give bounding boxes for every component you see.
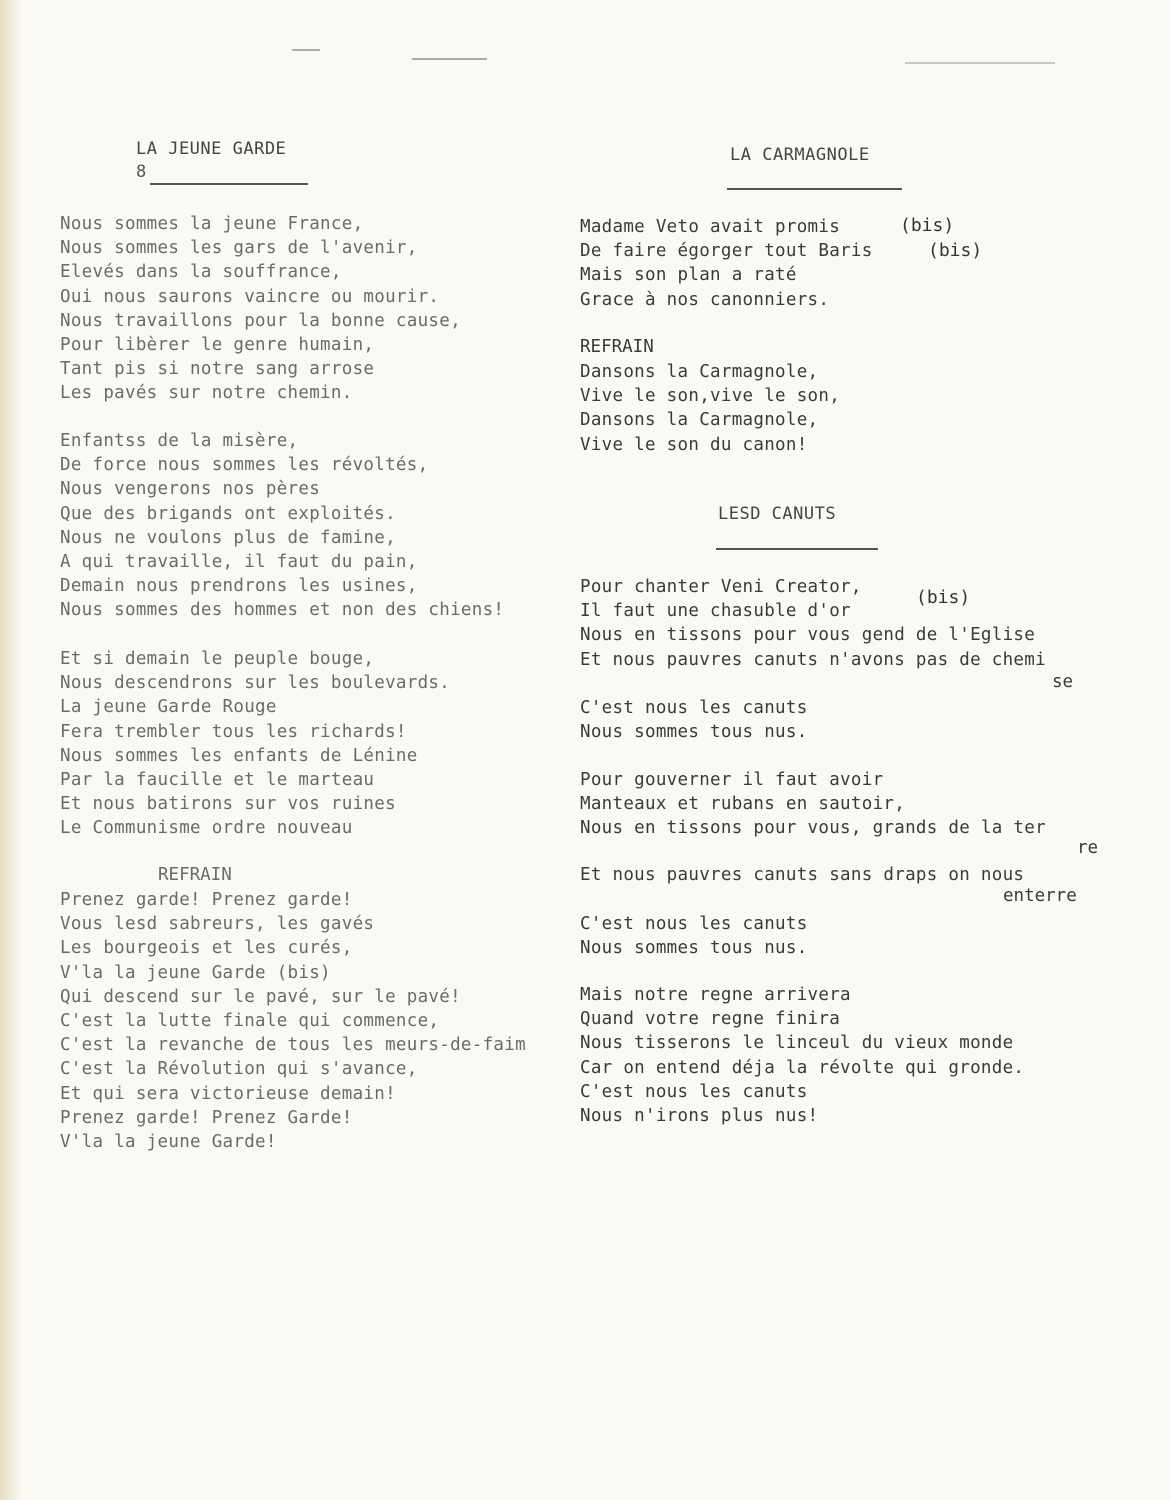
lyric-line: Nous sommes tous nus.: [580, 722, 808, 743]
song-title-jeune-garde: LA JEUNE GARDE: [136, 139, 287, 159]
lyric-line: C'est la revanche de tous les meurs-de-faim: [60, 1035, 526, 1056]
lyric-line: Enfantss de la misère,: [60, 431, 299, 451]
lyric-line: V'la la jeune Garde!: [60, 1131, 277, 1152]
canuts-verse-2: [580, 768, 1046, 841]
refrain-label: REFRAIN: [158, 865, 232, 885]
lyric-line: Pour gouverner il faut avoir: [580, 770, 884, 790]
song-title-carmagnole: LA CARMAGNOLE: [730, 145, 870, 165]
lyric-line: C'est la Révolution qui s'avance,: [60, 1059, 418, 1080]
lyric-line: Nous sommes les gars de l'avenir,: [60, 238, 418, 259]
lyric-line: Nous sommes tous nus.: [580, 938, 808, 959]
canuts-verse-3: [580, 983, 1024, 1128]
jeune-garde-stanza-2: [60, 429, 504, 623]
lyric-line: C'est nous les canuts: [580, 698, 808, 718]
lyric-line: Prenez garde! Prenez Garde!: [60, 1107, 353, 1128]
lyric-line: Et nous batirons sur vos ruines: [60, 794, 396, 815]
lyric-line: Madame Veto avait promis: [580, 217, 841, 237]
lyric-line: Nous en tissons pour vous gend de l'Eglise: [580, 625, 1036, 646]
carmagnole-refrain-label: [580, 335, 654, 359]
lyric-line: Nous sommes la jeune France,: [60, 214, 364, 234]
lyric-line: Et nous pauvres canuts n'avons pas de chemi: [580, 649, 1046, 670]
paper-edge-stain: [0, 0, 22, 1500]
lyric-line: Mais son plan a raté: [580, 265, 797, 286]
title-underline: [150, 183, 308, 185]
lyric-line: Tant pis si notre sang arrose: [60, 359, 375, 380]
lyric-line: Le Communisme ordre nouveau: [60, 818, 353, 839]
lyric-line: V'la la jeune Garde (bis): [60, 962, 331, 983]
lyric-line: Vous lesd sabreurs, les gavés: [60, 914, 375, 935]
lyric-line: Demain nous prendrons les usines,: [60, 576, 418, 597]
lyric-line: Nous vengerons nos pères: [60, 479, 321, 500]
lyric-line: Que des brigands ont exploités.: [60, 503, 396, 524]
canuts-verse-2b: [580, 863, 1024, 887]
lyric-line: Il faut une chasuble d'or: [580, 601, 851, 622]
canuts-chorus-1: [580, 696, 808, 744]
song-title-canuts: LESD CANUTS: [718, 504, 837, 524]
lyric-line: Nous descendrons sur les boulevards.: [60, 673, 451, 694]
jeune-garde-refrain: [60, 888, 526, 1154]
lyric-line: Et nous pauvres canuts sans draps on nous: [580, 865, 1025, 885]
lyric-line: Nous sommes des hommes et non des chiens!: [60, 600, 505, 621]
title-underline: [727, 188, 902, 190]
canuts-chorus-2: [580, 912, 808, 960]
lyric-line: Fera trembler tous les richards!: [60, 721, 407, 742]
lyric-line: Manteaux et rubans en sautoir,: [580, 794, 906, 815]
lyric-line: Nous sommes les enfants de Lénine: [60, 745, 418, 766]
lyric-line: Nous ne voulons plus de famine,: [60, 527, 396, 548]
jeune-garde-refrain-label: [158, 863, 232, 887]
lyric-line: A qui travaille, il faut du pain,: [60, 551, 418, 572]
lyric-line: La jeune Garde Rouge: [60, 697, 277, 718]
carmagnole-verse: [580, 215, 873, 312]
lyric-line: Et si demain le peuple bouge,: [60, 649, 375, 669]
ink-smudge: [292, 49, 320, 51]
ink-smudge: [905, 62, 1055, 64]
bis-marker: (bis): [928, 240, 983, 261]
refrain-label: REFRAIN: [580, 337, 654, 357]
lyric-line: Par la faucille et le marteau: [60, 769, 375, 790]
lyric-line: De force nous sommes les révoltés,: [60, 455, 429, 476]
bis-marker: (bis): [900, 215, 955, 236]
lyric-line: Vive le son,vive le son,: [580, 386, 841, 407]
lyric-line: Nous travaillons pour la bonne cause,: [60, 310, 461, 331]
lyric-line: Nous tisserons le linceul du vieux monde: [580, 1033, 1014, 1054]
lyric-line: Les bourgeois et les curés,: [60, 938, 353, 959]
lyric-line: Et qui sera victorieuse demain!: [60, 1083, 396, 1104]
wrapped-syllable: enterre: [1003, 886, 1077, 906]
title-underline: [716, 548, 878, 550]
lyric-line: Pour chanter Veni Creator,: [580, 577, 862, 597]
lyric-line: Qui descend sur le pavé, sur le pavé!: [60, 986, 461, 1007]
ink-smudge: [412, 58, 487, 60]
jeune-garde-stanza-1: [60, 212, 461, 406]
lyric-line: De faire égorger tout Baris: [580, 241, 873, 262]
jeune-garde-stanza-3: [60, 647, 450, 841]
lyric-line: Prenez garde! Prenez garde!: [60, 890, 353, 910]
lyric-line: Elevés dans la souffrance,: [60, 262, 342, 283]
wrapped-syllable: se: [1052, 672, 1074, 692]
lyric-line: Dansons la Carmagnole,: [580, 410, 819, 431]
carmagnole-refrain: [580, 360, 840, 457]
canuts-verse-1: [580, 575, 1046, 672]
lyric-line: Grace à nos canonniers.: [580, 289, 830, 310]
page-number: 8: [136, 162, 147, 182]
lyric-line: Les pavés sur notre chemin.: [60, 383, 353, 404]
lyric-line: Nous en tissons pour vous, grands de la ter: [580, 818, 1046, 839]
lyric-line: C'est nous les canuts: [580, 914, 808, 934]
lyric-line: Dansons la Carmagnole,: [580, 362, 819, 382]
lyric-line: Pour libèrer le genre humain,: [60, 334, 375, 355]
lyric-line: Vive le son du canon!: [580, 434, 808, 455]
lyric-line: Nous n'irons plus nus!: [580, 1105, 819, 1126]
lyric-line: Quand votre regne finira: [580, 1009, 841, 1030]
lyric-line: Oui nous saurons vaincre ou mourir.: [60, 286, 440, 307]
lyric-line: C'est la lutte finale qui commence,: [60, 1010, 440, 1031]
bis-marker: (bis): [916, 587, 971, 608]
lyric-line: C'est nous les canuts: [580, 1081, 808, 1102]
lyric-line: Car on entend déja la révolte qui gronde.: [580, 1057, 1025, 1078]
wrapped-syllable: re: [1077, 838, 1099, 858]
lyric-line: Mais notre regne arrivera: [580, 985, 851, 1005]
